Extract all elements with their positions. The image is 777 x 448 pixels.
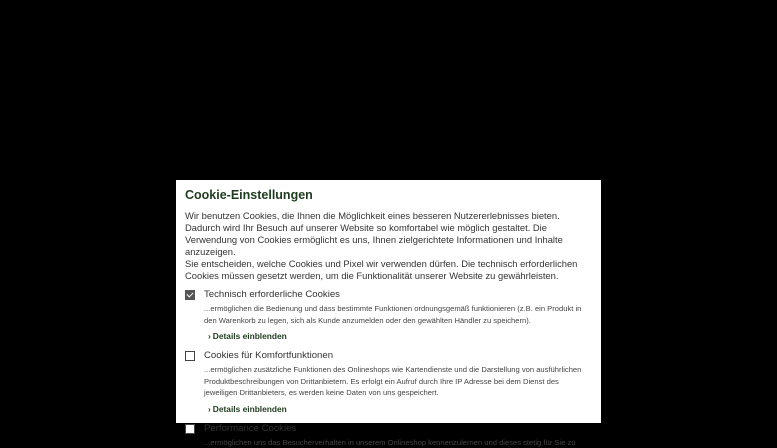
intro-paragraph-2: Sie entscheiden, welche Cookies und Pixel wir verwenden dürfen. Die technisch erforderlichen Cookies müssen gesetzt werden, um die Funktionalität unserer Website zu gewährleisten.	[185, 258, 592, 282]
option-title: Cookies für Komfortfunktionen	[204, 350, 592, 362]
technical-cookies-checkbox[interactable]	[185, 290, 195, 300]
chevron-right-icon: ›	[208, 331, 211, 341]
details-link-label: Details einblenden	[213, 331, 287, 341]
intro-paragraph-1: Wir benutzen Cookies, die Ihnen die Möglichkeit eines besseren Nutzererlebnisses bieten. Dadurch wird Ihr Besuch auf unserer Website so komfortabel wie möglich gestaltet. Die Verwendung von Cookies ermöglicht es uns, Ihnen zielgerichtete Informationen und Inhalte anzuzeigen.	[185, 210, 592, 258]
dialog-title: Cookie-Einstellungen	[185, 188, 592, 202]
performance-cookies-checkbox[interactable]	[185, 424, 195, 434]
chevron-right-icon: ›	[208, 404, 211, 414]
dialog-intro	[185, 210, 592, 282]
cookie-option-technical	[185, 289, 592, 344]
comfort-cookies-checkbox[interactable]	[185, 351, 195, 361]
details-link-label: Details einblenden	[213, 404, 287, 414]
option-title: Performance Cookies	[204, 423, 592, 435]
option-body	[204, 423, 592, 448]
option-body	[204, 289, 592, 344]
cookie-option-comfort	[185, 350, 592, 417]
option-description: ...ermöglichen zusätzliche Funktionen des Onlineshops wie Kartendienste und die Darstellung von ausführlichen Produktbeschreibungen von Drittanbietern. Es erfolgt ein Aufruf durch Ihre IP Adresse bei dem Dienst des jeweiligen Drittanbieters, es werden keine Daten von uns gespeichert.	[204, 364, 592, 399]
cookie-settings-dialog	[176, 180, 601, 423]
show-details-link-technical[interactable]	[208, 331, 287, 342]
option-body	[204, 350, 592, 417]
option-title: Technisch erforderliche Cookies	[204, 289, 592, 301]
option-description: ...ermöglichen uns das Besucherverhalten in unserem Onlineshop kennenzulernen und dieses stetig für Sie zu	[204, 437, 592, 448]
cookie-option-performance	[185, 423, 592, 448]
option-description: ...ermöglichen die Bedienung und dass bestimmte Funktionen ordnungsgemäß funktionieren (z.B. ein Produkt in den Warenkorb zu legen, sich als Kunde anzumelden oder den gewählten Händler zu speichern).	[204, 303, 592, 326]
show-details-link-comfort[interactable]	[208, 404, 287, 415]
